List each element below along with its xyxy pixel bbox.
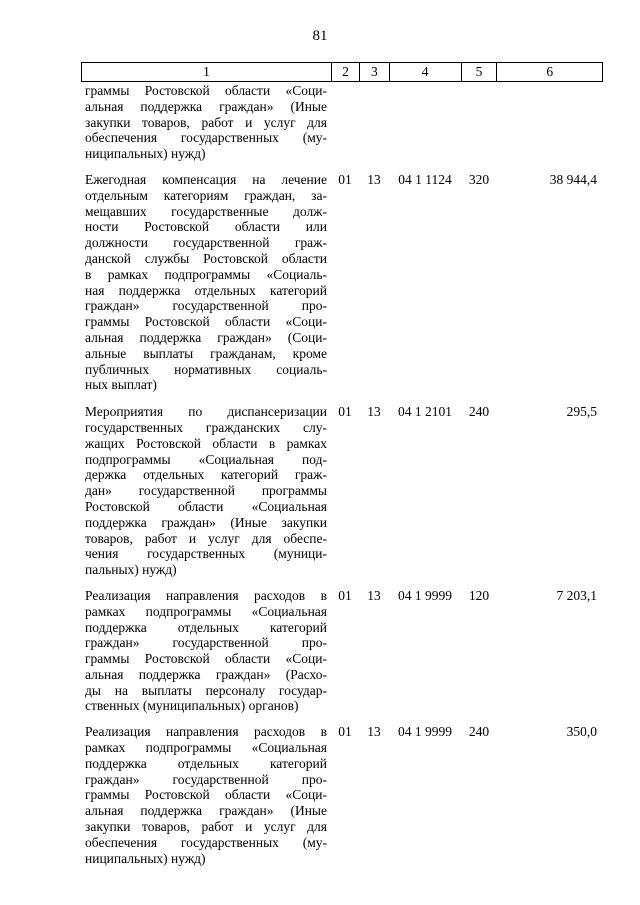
description-line: поддержка отдельных категорий <box>85 755 327 771</box>
column-header-5: 5 <box>461 63 497 81</box>
table-body <box>81 83 603 866</box>
budget-table <box>81 62 603 866</box>
description-line: мещавших государственные долж- <box>85 203 327 219</box>
expense-type-code: 240 <box>468 404 490 420</box>
subsection-code: 13 <box>367 404 381 420</box>
page-number: 81 <box>312 28 328 44</box>
expense-type-code <box>461 83 497 162</box>
row-description <box>81 404 331 578</box>
description-line: публичных нормативных социаль- <box>85 361 327 377</box>
description-line: ная поддержка отдельных категорий <box>85 282 327 298</box>
table-row <box>81 172 603 393</box>
description-line: альная поддержка граждан» (Расхо- <box>85 666 327 682</box>
description-line: подпрограммы «Социальная под- <box>85 451 327 467</box>
amount: 350,0 <box>566 724 597 740</box>
description-line: государственных гражданских слу- <box>85 419 327 435</box>
table-row <box>81 588 603 714</box>
target-article-code: 04 1 2101 <box>398 404 452 420</box>
table-header <box>81 62 603 82</box>
description-line: закупки товаров, работ и услуг для <box>85 114 327 130</box>
column-header-3: 3 <box>359 63 389 81</box>
description-line: Мероприятия по диспансеризации <box>85 404 327 420</box>
description-line: дан» государственной программы <box>85 483 327 499</box>
description-line: чения государственных (муници- <box>85 546 327 562</box>
table-row <box>81 724 603 866</box>
row-description <box>81 724 331 866</box>
amount: 295,5 <box>566 404 597 420</box>
description-line: граммы Ростовской области «Соци- <box>85 787 327 803</box>
description-line: рамках подпрограммы «Социальная <box>85 740 327 756</box>
subsection-code: 13 <box>367 724 381 740</box>
expense-type-code: 240 <box>468 724 490 740</box>
expense-type-code: 120 <box>468 587 490 603</box>
section-code: 01 <box>338 404 352 420</box>
description-line: жащих Ростовской области в рамках <box>85 435 327 451</box>
description-line: Ежегодная компенсация на лечение <box>85 171 327 187</box>
description-line: Ростовской области «Социальная <box>85 498 327 514</box>
row-description <box>81 588 331 714</box>
amount: 38 944,4 <box>549 171 597 187</box>
description-line: ниципальных) нужд) <box>85 146 206 162</box>
description-line: обеспечения государственных (му- <box>85 130 327 146</box>
section-code: 01 <box>338 724 352 740</box>
description-line: в рамках подпрограммы «Социаль- <box>85 266 327 282</box>
table-row <box>81 404 603 578</box>
description-line: Реализация направления расходов в <box>85 587 327 603</box>
column-header-4: 4 <box>389 63 461 81</box>
description-line: альная поддержка граждан» (Иные <box>85 803 327 819</box>
target-article-code: 04 1 9999 <box>398 587 452 603</box>
target-article-code <box>389 83 461 162</box>
row-description <box>81 83 331 162</box>
description-line: граждан» государственной про- <box>85 298 327 314</box>
column-header-1: 1 <box>203 64 210 79</box>
description-line: ды на выплаты персоналу государ- <box>85 682 327 698</box>
description-line: граждан» государственной про- <box>85 771 327 787</box>
target-article-code: 04 1 9999 <box>398 724 452 740</box>
description-line: держка отдельных категорий граж- <box>85 467 327 483</box>
description-line: ных выплат) <box>85 377 157 393</box>
description-line: рамках подпрограммы «Социальная <box>85 603 327 619</box>
description-line: обеспечения государственных (му- <box>85 834 327 850</box>
subsection-code: 13 <box>367 171 381 187</box>
amount <box>497 83 603 162</box>
description-line: закупки товаров, работ и услуг для <box>85 819 327 835</box>
section-code: 01 <box>338 587 352 603</box>
description-line: данской службы Ростовской области <box>85 250 327 266</box>
description-line: ственных (муниципальных) органов) <box>85 698 299 714</box>
column-header-6: 6 <box>496 63 602 81</box>
expense-type-code: 320 <box>468 171 490 187</box>
description-line: граждан» государственной про- <box>85 635 327 651</box>
description-line: граммы Ростовской области «Соци- <box>85 651 327 667</box>
section-code <box>331 83 359 162</box>
description-line: товаров, работ и услуг для обеспе- <box>85 530 327 546</box>
description-line: отдельным категориям граждан, за- <box>85 187 327 203</box>
description-line: поддержка отдельных категорий <box>85 619 327 635</box>
row-description <box>81 172 331 393</box>
description-line: граммы Ростовской области «Соци- <box>85 314 327 330</box>
description-line: альная поддержка граждан» (Соци- <box>85 329 327 345</box>
description-line: альная поддержка граждан» (Иные <box>85 98 327 114</box>
description-line: Реализация направления расходов в <box>85 724 327 740</box>
subsection-code: 13 <box>367 587 381 603</box>
description-line: пальных) нужд) <box>85 562 177 578</box>
amount: 7 203,1 <box>556 587 597 603</box>
subsection-code <box>359 83 389 162</box>
target-article-code: 04 1 1124 <box>398 171 452 187</box>
table-row <box>81 83 603 162</box>
description-line: альные выплаты гражданам, кроме <box>85 345 327 361</box>
description-line: ности Ростовской области или <box>85 219 327 235</box>
description-line: ниципальных) нужд) <box>85 850 206 866</box>
description-line: граммы Ростовской области «Соци- <box>85 83 327 98</box>
description-line: должности государственной граж- <box>85 235 327 251</box>
column-header-2: 2 <box>331 63 359 81</box>
section-code: 01 <box>338 171 352 187</box>
description-line: поддержка граждан» (Иные закупки <box>85 514 327 530</box>
